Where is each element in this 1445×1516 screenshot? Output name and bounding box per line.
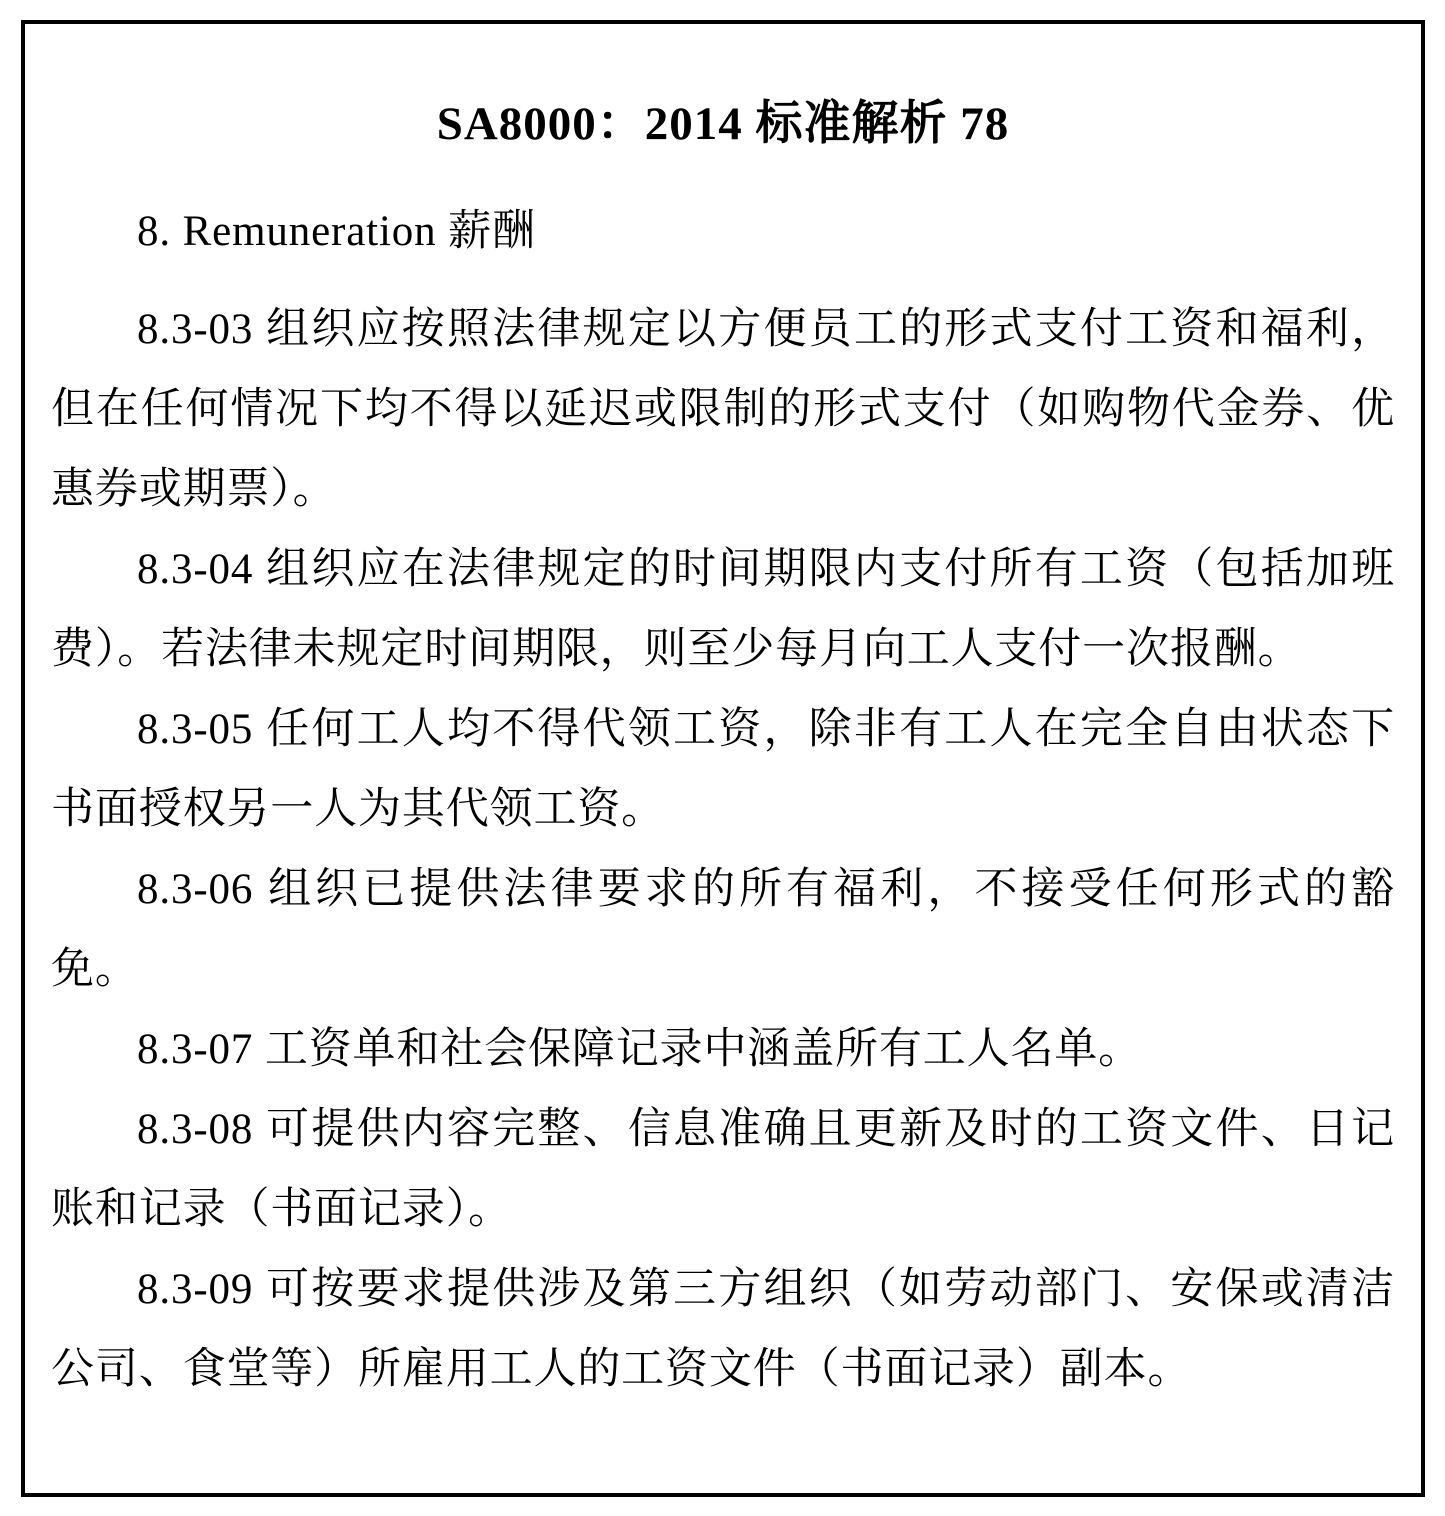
paragraph-8-3-04: 8.3-04 组织应在法律规定的时间期限内支付所有工资（包括加班费）。若法律未规定时间期限，则至少每月向工人支付一次报酬。 (51, 546, 1395, 673)
document-page (21, 20, 1425, 1497)
page-title: SA8000：2014 标准解析 78 (436, 98, 1010, 150)
paragraph-8-3-09: 8.3-09 可按要求提供涉及第三方组织（如劳动部门、安保或清洁公司、食堂等）所雇用工人的工资文件（书面记录）副本。 (51, 1266, 1395, 1393)
paragraph-8-3-05: 8.3-05 任何工人均不得代领工资，除非有工人在完全自由状态下书面授权另一人为其代领工资。 (51, 706, 1395, 833)
paragraph-8-3-07: 8.3-07 工资单和社会保障记录中涵盖所有工人名单。 (137, 1026, 1143, 1073)
paragraph-8-3-03: 8.3-03 组织应按照法律规定以方便员工的形式支付工资和福利，但在任何情况下均不得以延迟或限制的形式支付（如购物代金券、优惠券或期票）。 (51, 306, 1395, 513)
section-heading: 8. Remuneration 薪酬 (137, 208, 536, 255)
paragraph-8-3-08: 8.3-08 可提供内容完整、信息准确且更新及时的工资文件、日记账和记录（书面记录）。 (51, 1106, 1395, 1233)
paragraph-8-3-06: 8.3-06 组织已提供法律要求的所有福利，不接受任何形式的豁免。 (51, 866, 1395, 993)
